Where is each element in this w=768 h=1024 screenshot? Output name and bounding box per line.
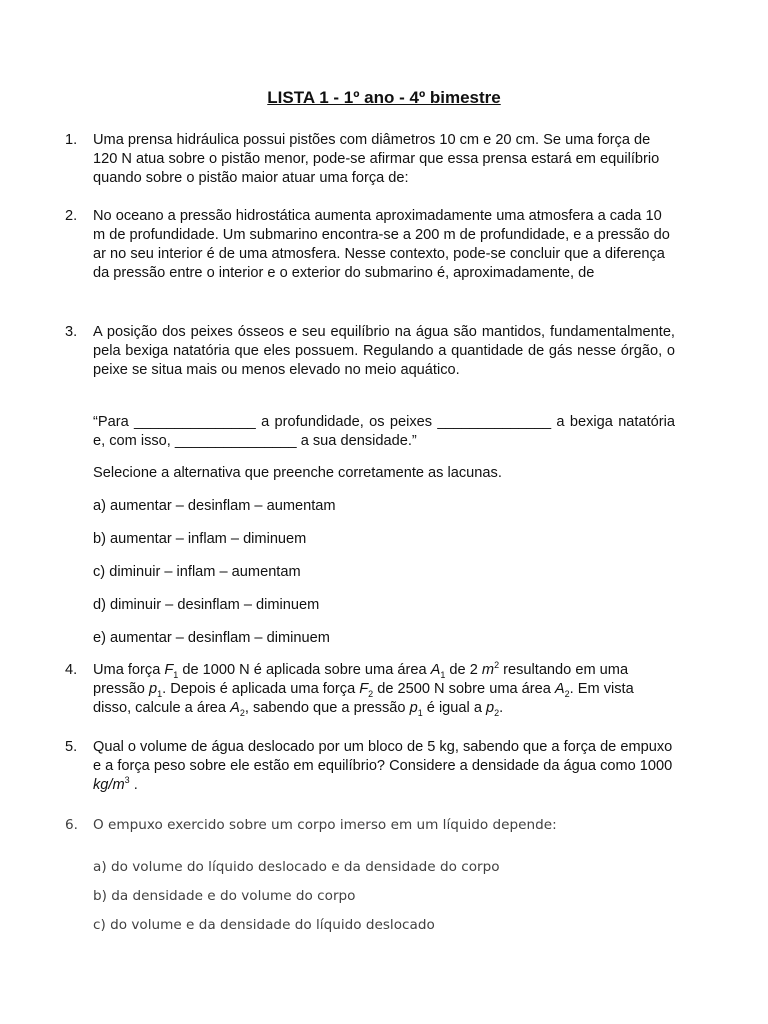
question-text: Qual o volume de água deslocado por um bloco de 5 kg, sabendo que a força de empuxo e a força peso sobre ele estão em equilíbrio? Considere a densidade da água como 1000 $kg/m^3$ . [93, 739, 673, 793]
question-6 [65, 816, 675, 835]
question-text: A posição dos peixes ósseos e seu equilíbrio na água são mantidos, fundamentalmente, pela bexiga natatória que eles possuem. Regulando a quantidade de gás nesse órgão, o peixe se situa mais ou menos elevado no meio aquático. [93, 324, 675, 378]
option-a: a) aumentar – desinflam – aumentam [93, 498, 336, 514]
question-text: O empuxo exercido sobre um corpo imerso em um líquido depende: [93, 817, 557, 833]
option-b: b) aumentar – inflam – diminuem [93, 531, 307, 547]
question-text: No oceano a pressão hidrostática aumenta aproximadamente uma atmosfera a cada 10 m de profundidade. Um submarino encontra-se a 200 m de profundidade, e a pressão do ar no seu interior é de uma atmosfera. Nesse contexto, pode-se concluir que a diferença da pressão entre o interior e o exterior do submarino é, aproximadamente, de [93, 208, 670, 281]
question-1 [65, 131, 675, 188]
question-number: 4. [65, 662, 78, 678]
q6-option-c: c) do volume e da densidade do líquido deslocado [93, 917, 435, 933]
question-3 [65, 323, 675, 380]
question-5 [65, 738, 675, 795]
q6-option-a: a) do volume do líquido deslocado e da densidade do corpo [93, 859, 500, 875]
question-number: 3. [65, 324, 78, 340]
question-4 [65, 661, 675, 718]
question-number: 2. [65, 208, 78, 224]
question-text: Uma prensa hidráulica possui pistões com diâmetros 10 cm e 20 cm. Se uma força de 120 N atua sobre o pistão menor, pode-se afirmar que essa prensa estará em equilíbrio quando sobre o pistão maior atuar uma força de: [93, 132, 660, 186]
option-c: c) diminuir – inflam – aumentam [93, 564, 301, 580]
page-title: LISTA 1 - 1º ano - 4º bimestre [267, 88, 501, 107]
question-3-instruction: Selecione a alternativa que preenche corretamente as lacunas. [93, 465, 502, 481]
option-d: d) diminuir – desinflam – diminuem [93, 597, 320, 613]
question-text: Uma força $F_1$ de 1000 N é aplicada sobre uma área $A_1$ de 2 $m^2$ resultando em uma pressão $p_1$. Depois é aplicada uma força $F_2$ de 2500 N sobre uma área $A_2$. Em vista disso, calcule a área $A_2$, sabendo que a pressão $p_1$ é igual a $p_2$. [93, 660, 634, 718]
question-number: 5. [65, 739, 78, 755]
question-number: 6. [65, 817, 78, 833]
question-3-quote: “Para _______________ a profundidade, os peixes ______________ a bexiga natatória e, com isso, _______________ a sua densidade.” [93, 414, 675, 449]
question-number: 1. [65, 132, 78, 148]
question-2 [65, 207, 675, 283]
q6-option-b: b) da densidade e do volume do corpo [93, 888, 356, 904]
option-e: e) aumentar – desinflam – diminuem [93, 630, 330, 646]
